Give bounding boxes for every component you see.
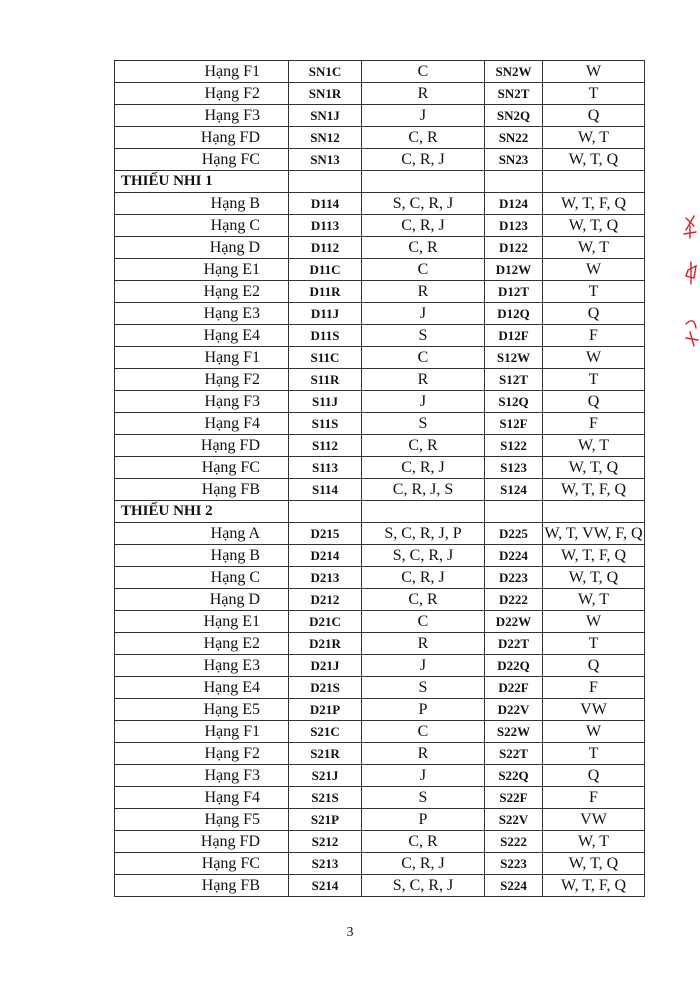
class-name-cell: Hạng B [115,193,289,215]
events-1-cell: J [362,303,485,325]
code-1-cell: S11J [289,391,362,413]
code-1-cell: S213 [289,853,362,875]
events-2-cell: T [543,83,645,105]
table-row [115,391,645,413]
code-1-cell: D112 [289,237,362,259]
table-row [115,589,645,611]
table-row [115,457,645,479]
events-1-cell: S, C, R, J [362,193,485,215]
code-1-cell: D212 [289,589,362,611]
empty-cell [543,171,645,193]
table-row [115,853,645,875]
events-2-cell: W, T [543,831,645,853]
code-2-cell: D12T [485,281,543,303]
class-name-cell: Hạng E1 [115,611,289,633]
events-1-cell: C [362,721,485,743]
code-1-cell: S21S [289,787,362,809]
code-1-cell: S21P [289,809,362,831]
code-2-cell: D22W [485,611,543,633]
code-1-cell: S21J [289,765,362,787]
events-1-cell: S, C, R, J, P [362,523,485,545]
code-2-cell: S223 [485,853,543,875]
events-2-cell: T [543,369,645,391]
table-row [115,567,645,589]
code-1-cell: D11J [289,303,362,325]
events-2-cell: Q [543,303,645,325]
events-2-cell: W, T, F, Q [543,193,645,215]
events-1-cell: S, C, R, J [362,545,485,567]
class-name-cell: Hạng FC [115,853,289,875]
code-1-cell: SN13 [289,149,362,171]
table-row [115,61,645,83]
class-name-cell: Hạng F3 [115,765,289,787]
events-1-cell: S, C, R, J [362,875,485,897]
table-row [115,193,645,215]
code-2-cell: SN2W [485,61,543,83]
events-2-cell: W, T, F, Q [543,479,645,501]
code-2-cell: S22V [485,809,543,831]
class-name-cell: Hạng E3 [115,655,289,677]
table-row [115,83,645,105]
table-row [115,611,645,633]
events-2-cell: T [543,633,645,655]
class-name-cell: Hạng F2 [115,743,289,765]
class-name-cell: Hạng E3 [115,303,289,325]
events-2-cell: W, T, Q [543,149,645,171]
code-1-cell: D11S [289,325,362,347]
empty-cell [362,171,485,193]
table-row [115,413,645,435]
code-2-cell: S22F [485,787,543,809]
events-2-cell: W, T [543,589,645,611]
code-2-cell: SN2Q [485,105,543,127]
events-2-cell: Q [543,105,645,127]
empty-cell [485,171,543,193]
table-row [115,105,645,127]
code-2-cell: D225 [485,523,543,545]
code-1-cell: SN1C [289,61,362,83]
events-1-cell: S [362,325,485,347]
table-row [115,523,645,545]
table-row [115,369,645,391]
events-1-cell: S [362,413,485,435]
code-2-cell: S12W [485,347,543,369]
events-2-cell: W, T, Q [543,567,645,589]
events-2-cell: VW [543,809,645,831]
table-row [115,633,645,655]
class-name-cell: Hạng F1 [115,347,289,369]
events-1-cell: C, R [362,435,485,457]
code-1-cell: S113 [289,457,362,479]
code-2-cell: D22Q [485,655,543,677]
section-title: THIẾU NHI 1 [115,171,289,193]
events-2-cell: F [543,677,645,699]
class-name-cell: Hạng D [115,589,289,611]
code-1-cell: SN1R [289,83,362,105]
events-1-cell: C [362,347,485,369]
code-1-cell: S21R [289,743,362,765]
table-row [115,479,645,501]
events-1-cell: C, R, J [362,853,485,875]
code-1-cell: S11R [289,369,362,391]
class-name-cell: Hạng FC [115,149,289,171]
events-2-cell: W, T [543,237,645,259]
events-2-cell: Q [543,391,645,413]
code-2-cell: S12Q [485,391,543,413]
table-row [115,237,645,259]
events-1-cell: P [362,809,485,831]
class-name-cell: Hạng FD [115,127,289,149]
table-row [115,545,645,567]
table-row [115,325,645,347]
code-2-cell: D22T [485,633,543,655]
table-row [115,215,645,237]
code-2-cell: S124 [485,479,543,501]
events-1-cell: C [362,259,485,281]
table-row [115,435,645,457]
events-1-cell: C, R, J [362,149,485,171]
events-1-cell: C, R [362,127,485,149]
events-2-cell: W, T, VW, F, Q [543,523,645,545]
table-body [115,61,645,897]
code-1-cell: D21R [289,633,362,655]
events-1-cell: C, R, J [362,215,485,237]
code-2-cell: D122 [485,237,543,259]
code-1-cell: S212 [289,831,362,853]
classification-table [114,60,645,897]
page-number: 3 [346,925,354,940]
class-name-cell: Hạng FC [115,457,289,479]
code-1-cell: D11R [289,281,362,303]
events-1-cell: J [362,655,485,677]
events-2-cell: W [543,721,645,743]
code-1-cell: S114 [289,479,362,501]
events-1-cell: R [362,83,485,105]
code-1-cell: S11C [289,347,362,369]
class-name-cell: Hạng F5 [115,809,289,831]
code-2-cell: D124 [485,193,543,215]
table-row [115,281,645,303]
class-name-cell: Hạng F1 [115,61,289,83]
code-2-cell: D223 [485,567,543,589]
events-2-cell: W, T, Q [543,457,645,479]
events-2-cell: F [543,787,645,809]
events-1-cell: C [362,61,485,83]
events-2-cell: W [543,347,645,369]
empty-cell [485,501,543,523]
events-2-cell: W, T, F, Q [543,875,645,897]
code-2-cell: D22V [485,699,543,721]
events-1-cell: R [362,281,485,303]
events-2-cell: VW [543,699,645,721]
class-name-cell: Hạng F2 [115,369,289,391]
code-2-cell: D123 [485,215,543,237]
code-1-cell: D114 [289,193,362,215]
class-name-cell: Hạng FD [115,435,289,457]
events-2-cell: T [543,281,645,303]
code-2-cell: S22T [485,743,543,765]
events-1-cell: C, R, J, S [362,479,485,501]
code-2-cell: D222 [485,589,543,611]
code-1-cell: D11C [289,259,362,281]
table-row [115,721,645,743]
table-row [115,655,645,677]
events-1-cell: C, R, J [362,567,485,589]
events-1-cell: P [362,699,485,721]
class-name-cell: Hạng E4 [115,325,289,347]
events-2-cell: W, T [543,127,645,149]
events-2-cell: W, T, Q [543,215,645,237]
events-2-cell: W [543,61,645,83]
events-1-cell: R [362,369,485,391]
class-name-cell: Hạng F2 [115,83,289,105]
events-1-cell: R [362,743,485,765]
code-1-cell: SN1J [289,105,362,127]
events-2-cell: Q [543,655,645,677]
code-2-cell: S22W [485,721,543,743]
events-1-cell: C, R, J [362,457,485,479]
code-2-cell: D12Q [485,303,543,325]
empty-cell [543,501,645,523]
section-title: THIẾU NHI 2 [115,501,289,523]
code-2-cell: S224 [485,875,543,897]
class-name-cell: Hạng FD [115,831,289,853]
table-row [115,875,645,897]
table-row [115,809,645,831]
events-2-cell: Q [543,765,645,787]
events-1-cell: C, R [362,589,485,611]
events-1-cell: J [362,105,485,127]
events-2-cell: W, T, Q [543,853,645,875]
code-2-cell: D22F [485,677,543,699]
code-1-cell: S21C [289,721,362,743]
table-row [115,699,645,721]
code-1-cell: S214 [289,875,362,897]
class-name-cell: Hạng C [115,215,289,237]
table-row [115,765,645,787]
table-row [115,677,645,699]
class-name-cell: Hạng E5 [115,699,289,721]
handwritten-margin-annotation [680,212,700,362]
events-2-cell: T [543,743,645,765]
code-2-cell: S12T [485,369,543,391]
events-1-cell: C [362,611,485,633]
table-row [115,831,645,853]
events-2-cell: W, T [543,435,645,457]
class-name-cell: Hạng E1 [115,259,289,281]
code-1-cell: D21J [289,655,362,677]
table-row [115,149,645,171]
table-row [115,259,645,281]
class-name-cell: Hạng F3 [115,105,289,127]
class-name-cell: Hạng B [115,545,289,567]
code-1-cell: D21C [289,611,362,633]
events-1-cell: C, R [362,831,485,853]
code-1-cell: D21S [289,677,362,699]
events-1-cell: R [362,633,485,655]
section-row [115,501,645,523]
code-1-cell: D214 [289,545,362,567]
code-2-cell: S22Q [485,765,543,787]
events-2-cell: W, T, F, Q [543,545,645,567]
empty-cell [289,171,362,193]
events-2-cell: F [543,413,645,435]
code-2-cell: D12F [485,325,543,347]
class-name-cell: Hạng FB [115,479,289,501]
class-name-cell: Hạng A [115,523,289,545]
empty-cell [362,501,485,523]
table-row [115,347,645,369]
code-2-cell: SN23 [485,149,543,171]
code-2-cell: S123 [485,457,543,479]
events-2-cell: W [543,259,645,281]
section-row [115,171,645,193]
events-1-cell: J [362,765,485,787]
code-1-cell: D113 [289,215,362,237]
code-2-cell: D224 [485,545,543,567]
class-name-cell: Hạng D [115,237,289,259]
class-name-cell: Hạng F3 [115,391,289,413]
class-name-cell: Hạng E4 [115,677,289,699]
class-name-cell: Hạng E2 [115,281,289,303]
events-2-cell: F [543,325,645,347]
class-name-cell: Hạng F4 [115,787,289,809]
events-1-cell: J [362,391,485,413]
class-name-cell: Hạng F1 [115,721,289,743]
code-2-cell: S222 [485,831,543,853]
class-name-cell: Hạng E2 [115,633,289,655]
class-name-cell: Hạng FB [115,875,289,897]
class-name-cell: Hạng F4 [115,413,289,435]
table-row [115,787,645,809]
code-1-cell: S11S [289,413,362,435]
events-1-cell: S [362,787,485,809]
code-2-cell: S12F [485,413,543,435]
code-1-cell: S112 [289,435,362,457]
events-2-cell: W [543,611,645,633]
code-2-cell: D12W [485,259,543,281]
code-1-cell: D213 [289,567,362,589]
code-1-cell: D21P [289,699,362,721]
table-row [115,743,645,765]
table-row [115,303,645,325]
empty-cell [289,501,362,523]
code-2-cell: S122 [485,435,543,457]
events-1-cell: C, R [362,237,485,259]
table-row [115,127,645,149]
code-2-cell: SN22 [485,127,543,149]
events-1-cell: S [362,677,485,699]
code-1-cell: D215 [289,523,362,545]
code-2-cell: SN2T [485,83,543,105]
class-name-cell: Hạng C [115,567,289,589]
code-1-cell: SN12 [289,127,362,149]
